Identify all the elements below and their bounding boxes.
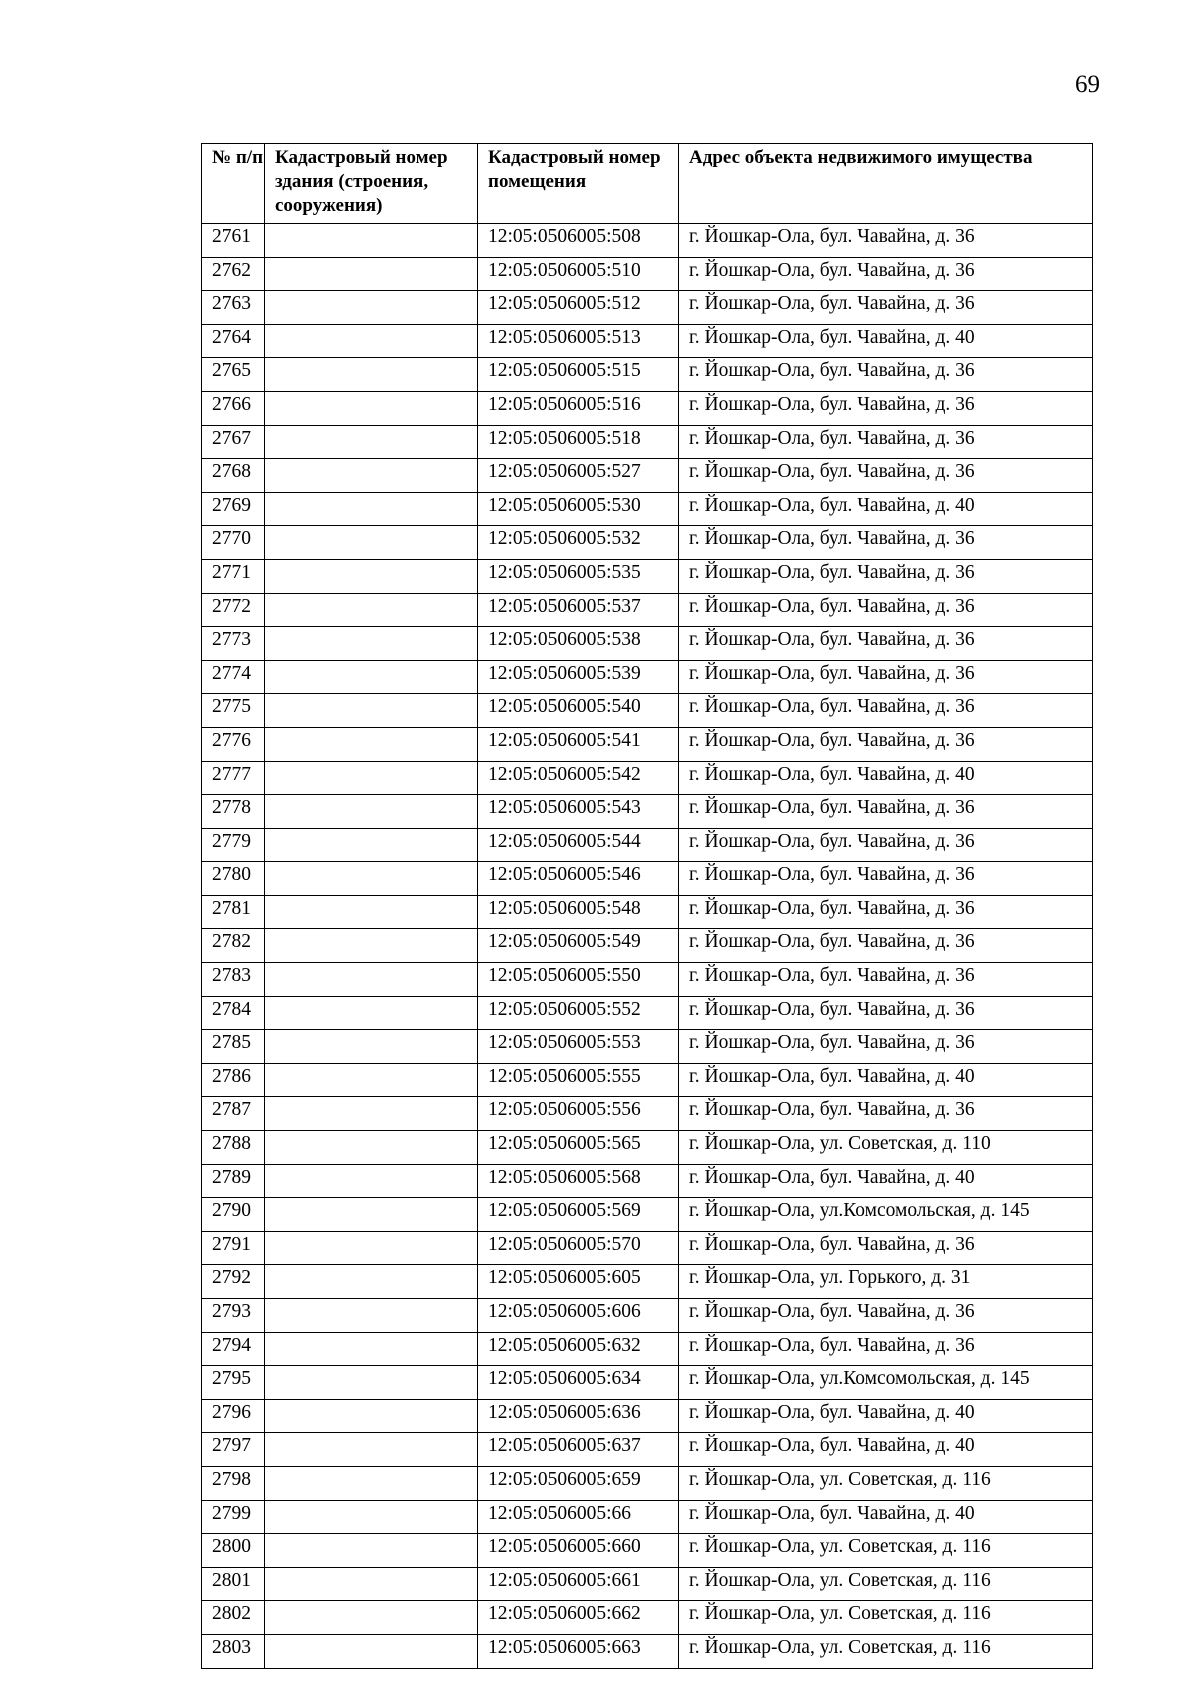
premises-cadastral-number: 12:05:0506005:543: [478, 795, 679, 829]
property-address: г. Йошкар-Ола, бул. Чавайна, д. 40: [679, 1433, 1093, 1467]
row-number: 2775: [202, 694, 265, 728]
table-row: [202, 895, 1093, 929]
premises-cadastral-number: 12:05:0506005:530: [478, 492, 679, 526]
premises-cadastral-number: 12:05:0506005:553: [478, 1030, 679, 1064]
building-cadastral-number: [265, 492, 478, 526]
table-row: [202, 660, 1093, 694]
property-address: г. Йошкар-Ола, бул. Чавайна, д. 36: [679, 660, 1093, 694]
premises-cadastral-number: 12:05:0506005:637: [478, 1433, 679, 1467]
table-row: [202, 1063, 1093, 1097]
table-row: [202, 795, 1093, 829]
premises-cadastral-number: 12:05:0506005:518: [478, 425, 679, 459]
table-row: [202, 593, 1093, 627]
row-number: 2768: [202, 459, 265, 493]
row-number: 2789: [202, 1164, 265, 1198]
premises-cadastral-number: 12:05:0506005:544: [478, 828, 679, 862]
table-row: [202, 761, 1093, 795]
row-number: 2792: [202, 1265, 265, 1299]
building-cadastral-number: [265, 291, 478, 325]
property-address: г. Йошкар-Ола, ул.Комсомольская, д. 145: [679, 1198, 1093, 1232]
building-cadastral-number: [265, 1131, 478, 1165]
row-number: 2780: [202, 862, 265, 896]
table-row: [202, 1399, 1093, 1433]
property-registry-table: [201, 143, 1093, 1669]
property-address: г. Йошкар-Ола, бул. Чавайна, д. 36: [679, 291, 1093, 325]
building-cadastral-number: [265, 593, 478, 627]
premises-cadastral-number: 12:05:0506005:550: [478, 963, 679, 997]
building-cadastral-number: [265, 996, 478, 1030]
building-cadastral-number: [265, 862, 478, 896]
page-number: 69: [1075, 71, 1100, 98]
building-cadastral-number: [265, 559, 478, 593]
property-address: г. Йошкар-Ола, ул. Советская, д. 116: [679, 1567, 1093, 1601]
property-address: г. Йошкар-Ола, бул. Чавайна, д. 36: [679, 895, 1093, 929]
table-row: [202, 963, 1093, 997]
premises-cadastral-number: 12:05:0506005:66: [478, 1500, 679, 1534]
premises-cadastral-number: 12:05:0506005:527: [478, 459, 679, 493]
property-address: г. Йошкар-Ола, бул. Чавайна, д. 36: [679, 224, 1093, 258]
row-number: 2796: [202, 1399, 265, 1433]
row-number: 2802: [202, 1601, 265, 1635]
property-address: г. Йошкар-Ола, бул. Чавайна, д. 36: [679, 593, 1093, 627]
premises-cadastral-number: 12:05:0506005:548: [478, 895, 679, 929]
premises-cadastral-number: 12:05:0506005:539: [478, 660, 679, 694]
table-row: [202, 1567, 1093, 1601]
building-cadastral-number: [265, 1433, 478, 1467]
premises-cadastral-number: 12:05:0506005:542: [478, 761, 679, 795]
property-address: г. Йошкар-Ола, ул.Комсомольская, д. 145: [679, 1366, 1093, 1400]
building-cadastral-number: [265, 627, 478, 661]
header-premises-cadastral-number: Кадастровый номер помещения: [478, 144, 679, 224]
premises-cadastral-number: 12:05:0506005:659: [478, 1466, 679, 1500]
property-address: г. Йошкар-Ола, ул. Советская, д. 110: [679, 1131, 1093, 1165]
table-row: [202, 1198, 1093, 1232]
building-cadastral-number: [265, 425, 478, 459]
property-address: г. Йошкар-Ола, бул. Чавайна, д. 40: [679, 1500, 1093, 1534]
property-address: г. Йошкар-Ола, бул. Чавайна, д. 36: [679, 425, 1093, 459]
table-row: [202, 1299, 1093, 1333]
building-cadastral-number: [265, 895, 478, 929]
premises-cadastral-number: 12:05:0506005:632: [478, 1332, 679, 1366]
row-number: 2782: [202, 929, 265, 963]
row-number: 2762: [202, 257, 265, 291]
building-cadastral-number: [265, 1030, 478, 1064]
row-number: 2791: [202, 1231, 265, 1265]
row-number: 2797: [202, 1433, 265, 1467]
property-address: г. Йошкар-Ола, бул. Чавайна, д. 36: [679, 795, 1093, 829]
property-address: г. Йошкар-Ола, ул. Советская, д. 116: [679, 1466, 1093, 1500]
building-cadastral-number: [265, 391, 478, 425]
property-address: г. Йошкар-Ола, бул. Чавайна, д. 40: [679, 1063, 1093, 1097]
table-row: [202, 727, 1093, 761]
building-cadastral-number: [265, 1567, 478, 1601]
row-number: 2803: [202, 1634, 265, 1668]
row-number: 2794: [202, 1332, 265, 1366]
premises-cadastral-number: 12:05:0506005:552: [478, 996, 679, 1030]
table-row: [202, 358, 1093, 392]
premises-cadastral-number: 12:05:0506005:565: [478, 1131, 679, 1165]
building-cadastral-number: [265, 1399, 478, 1433]
building-cadastral-number: [265, 1265, 478, 1299]
premises-cadastral-number: 12:05:0506005:569: [478, 1198, 679, 1232]
property-address: г. Йошкар-Ола, бул. Чавайна, д. 40: [679, 1399, 1093, 1433]
building-cadastral-number: [265, 1500, 478, 1534]
row-number: 2774: [202, 660, 265, 694]
premises-cadastral-number: 12:05:0506005:556: [478, 1097, 679, 1131]
row-number: 2772: [202, 593, 265, 627]
property-address: г. Йошкар-Ола, бул. Чавайна, д. 36: [679, 358, 1093, 392]
row-number: 2777: [202, 761, 265, 795]
row-number: 2764: [202, 324, 265, 358]
property-address: г. Йошкар-Ола, бул. Чавайна, д. 36: [679, 1231, 1093, 1265]
table-row: [202, 324, 1093, 358]
premises-cadastral-number: 12:05:0506005:516: [478, 391, 679, 425]
building-cadastral-number: [265, 324, 478, 358]
header-building-cadastral-number: Кадастровый номер здания (строения, сооружения): [265, 144, 478, 224]
building-cadastral-number: [265, 1063, 478, 1097]
building-cadastral-number: [265, 257, 478, 291]
table-row: [202, 1433, 1093, 1467]
building-cadastral-number: [265, 1299, 478, 1333]
table-row: [202, 828, 1093, 862]
building-cadastral-number: [265, 795, 478, 829]
building-cadastral-number: [265, 358, 478, 392]
property-address: г. Йошкар-Ола, бул. Чавайна, д. 36: [679, 1097, 1093, 1131]
building-cadastral-number: [265, 1466, 478, 1500]
table-row: [202, 1231, 1093, 1265]
table-row: [202, 996, 1093, 1030]
row-number: 2771: [202, 559, 265, 593]
row-number: 2770: [202, 526, 265, 560]
row-number: 2799: [202, 1500, 265, 1534]
row-number: 2779: [202, 828, 265, 862]
property-address: г. Йошкар-Ола, бул. Чавайна, д. 36: [679, 963, 1093, 997]
row-number: 2783: [202, 963, 265, 997]
row-number: 2784: [202, 996, 265, 1030]
premises-cadastral-number: 12:05:0506005:549: [478, 929, 679, 963]
row-number: 2786: [202, 1063, 265, 1097]
premises-cadastral-number: 12:05:0506005:513: [478, 324, 679, 358]
building-cadastral-number: [265, 828, 478, 862]
building-cadastral-number: [265, 761, 478, 795]
building-cadastral-number: [265, 459, 478, 493]
property-address: г. Йошкар-Ола, бул. Чавайна, д. 40: [679, 761, 1093, 795]
table-row: [202, 1500, 1093, 1534]
building-cadastral-number: [265, 963, 478, 997]
building-cadastral-number: [265, 1097, 478, 1131]
premises-cadastral-number: 12:05:0506005:546: [478, 862, 679, 896]
premises-cadastral-number: 12:05:0506005:662: [478, 1601, 679, 1635]
row-number: 2767: [202, 425, 265, 459]
property-address: г. Йошкар-Ола, бул. Чавайна, д. 36: [679, 862, 1093, 896]
property-address: г. Йошкар-Ола, бул. Чавайна, д. 36: [679, 929, 1093, 963]
table-row: [202, 1601, 1093, 1635]
property-address: г. Йошкар-Ола, бул. Чавайна, д. 36: [679, 727, 1093, 761]
property-address: г. Йошкар-Ола, бул. Чавайна, д. 36: [679, 526, 1093, 560]
premises-cadastral-number: 12:05:0506005:634: [478, 1366, 679, 1400]
table-row: [202, 559, 1093, 593]
building-cadastral-number: [265, 1231, 478, 1265]
table-row: [202, 526, 1093, 560]
premises-cadastral-number: 12:05:0506005:512: [478, 291, 679, 325]
premises-cadastral-number: 12:05:0506005:541: [478, 727, 679, 761]
row-number: 2787: [202, 1097, 265, 1131]
table-row: [202, 1164, 1093, 1198]
row-number: 2801: [202, 1567, 265, 1601]
building-cadastral-number: [265, 929, 478, 963]
property-address: г. Йошкар-Ола, бул. Чавайна, д. 36: [679, 1332, 1093, 1366]
premises-cadastral-number: 12:05:0506005:663: [478, 1634, 679, 1668]
building-cadastral-number: [265, 1534, 478, 1568]
header-row: [202, 144, 1093, 224]
property-address: г. Йошкар-Ола, бул. Чавайна, д. 40: [679, 492, 1093, 526]
table-header: [202, 144, 1093, 224]
table-row: [202, 627, 1093, 661]
row-number: 2800: [202, 1534, 265, 1568]
premises-cadastral-number: 12:05:0506005:568: [478, 1164, 679, 1198]
premises-cadastral-number: 12:05:0506005:570: [478, 1231, 679, 1265]
property-address: г. Йошкар-Ола, бул. Чавайна, д. 36: [679, 627, 1093, 661]
building-cadastral-number: [265, 1634, 478, 1668]
table-row: [202, 1030, 1093, 1064]
property-address: г. Йошкар-Ола, бул. Чавайна, д. 36: [679, 1030, 1093, 1064]
premises-cadastral-number: 12:05:0506005:660: [478, 1534, 679, 1568]
building-cadastral-number: [265, 660, 478, 694]
header-row-number: № п/п: [202, 144, 265, 224]
building-cadastral-number: [265, 1601, 478, 1635]
table-row: [202, 1097, 1093, 1131]
table-row: [202, 1634, 1093, 1668]
premises-cadastral-number: 12:05:0506005:515: [478, 358, 679, 392]
property-address: г. Йошкар-Ола, бул. Чавайна, д. 40: [679, 324, 1093, 358]
table-row: [202, 1366, 1093, 1400]
row-number: 2773: [202, 627, 265, 661]
building-cadastral-number: [265, 1164, 478, 1198]
property-address: г. Йошкар-Ола, ул. Советская, д. 116: [679, 1634, 1093, 1668]
row-number: 2766: [202, 391, 265, 425]
table-row: [202, 425, 1093, 459]
premises-cadastral-number: 12:05:0506005:636: [478, 1399, 679, 1433]
table-row: [202, 257, 1093, 291]
row-number: 2781: [202, 895, 265, 929]
table-body: [202, 224, 1093, 1669]
premises-cadastral-number: 12:05:0506005:538: [478, 627, 679, 661]
property-address: г. Йошкар-Ола, бул. Чавайна, д. 40: [679, 1164, 1093, 1198]
building-cadastral-number: [265, 526, 478, 560]
table-row: [202, 291, 1093, 325]
premises-cadastral-number: 12:05:0506005:555: [478, 1063, 679, 1097]
premises-cadastral-number: 12:05:0506005:508: [478, 224, 679, 258]
property-address: г. Йошкар-Ола, бул. Чавайна, д. 36: [679, 828, 1093, 862]
row-number: 2798: [202, 1466, 265, 1500]
premises-cadastral-number: 12:05:0506005:510: [478, 257, 679, 291]
property-address: г. Йошкар-Ола, бул. Чавайна, д. 36: [679, 694, 1093, 728]
building-cadastral-number: [265, 1198, 478, 1232]
property-address: г. Йошкар-Ола, бул. Чавайна, д. 36: [679, 391, 1093, 425]
table-row: [202, 929, 1093, 963]
building-cadastral-number: [265, 694, 478, 728]
premises-cadastral-number: 12:05:0506005:535: [478, 559, 679, 593]
premises-cadastral-number: 12:05:0506005:661: [478, 1567, 679, 1601]
header-property-address: Адрес объекта недвижимого имущества: [679, 144, 1093, 224]
table-row: [202, 391, 1093, 425]
table-row: [202, 1466, 1093, 1500]
table-row: [202, 459, 1093, 493]
row-number: 2763: [202, 291, 265, 325]
row-number: 2793: [202, 1299, 265, 1333]
table-row: [202, 1131, 1093, 1165]
row-number: 2765: [202, 358, 265, 392]
premises-cadastral-number: 12:05:0506005:532: [478, 526, 679, 560]
row-number: 2778: [202, 795, 265, 829]
row-number: 2769: [202, 492, 265, 526]
property-address: г. Йошкар-Ола, бул. Чавайна, д. 36: [679, 996, 1093, 1030]
property-address: г. Йошкар-Ола, ул. Горького, д. 31: [679, 1265, 1093, 1299]
property-address: г. Йошкар-Ола, бул. Чавайна, д. 36: [679, 257, 1093, 291]
table-row: [202, 492, 1093, 526]
property-address: г. Йошкар-Ола, ул. Советская, д. 116: [679, 1601, 1093, 1635]
property-address: г. Йошкар-Ола, ул. Советская, д. 116: [679, 1534, 1093, 1568]
building-cadastral-number: [265, 1332, 478, 1366]
table-row: [202, 862, 1093, 896]
table-row: [202, 224, 1093, 258]
property-address: г. Йошкар-Ола, бул. Чавайна, д. 36: [679, 559, 1093, 593]
row-number: 2761: [202, 224, 265, 258]
premises-cadastral-number: 12:05:0506005:605: [478, 1265, 679, 1299]
row-number: 2795: [202, 1366, 265, 1400]
table-row: [202, 1332, 1093, 1366]
premises-cadastral-number: 12:05:0506005:537: [478, 593, 679, 627]
property-address: г. Йошкар-Ола, бул. Чавайна, д. 36: [679, 1299, 1093, 1333]
building-cadastral-number: [265, 727, 478, 761]
table-row: [202, 694, 1093, 728]
row-number: 2788: [202, 1131, 265, 1165]
premises-cadastral-number: 12:05:0506005:606: [478, 1299, 679, 1333]
row-number: 2790: [202, 1198, 265, 1232]
building-cadastral-number: [265, 1366, 478, 1400]
row-number: 2785: [202, 1030, 265, 1064]
building-cadastral-number: [265, 224, 478, 258]
table-row: [202, 1265, 1093, 1299]
row-number: 2776: [202, 727, 265, 761]
property-address: г. Йошкар-Ола, бул. Чавайна, д. 36: [679, 459, 1093, 493]
table-row: [202, 1534, 1093, 1568]
premises-cadastral-number: 12:05:0506005:540: [478, 694, 679, 728]
